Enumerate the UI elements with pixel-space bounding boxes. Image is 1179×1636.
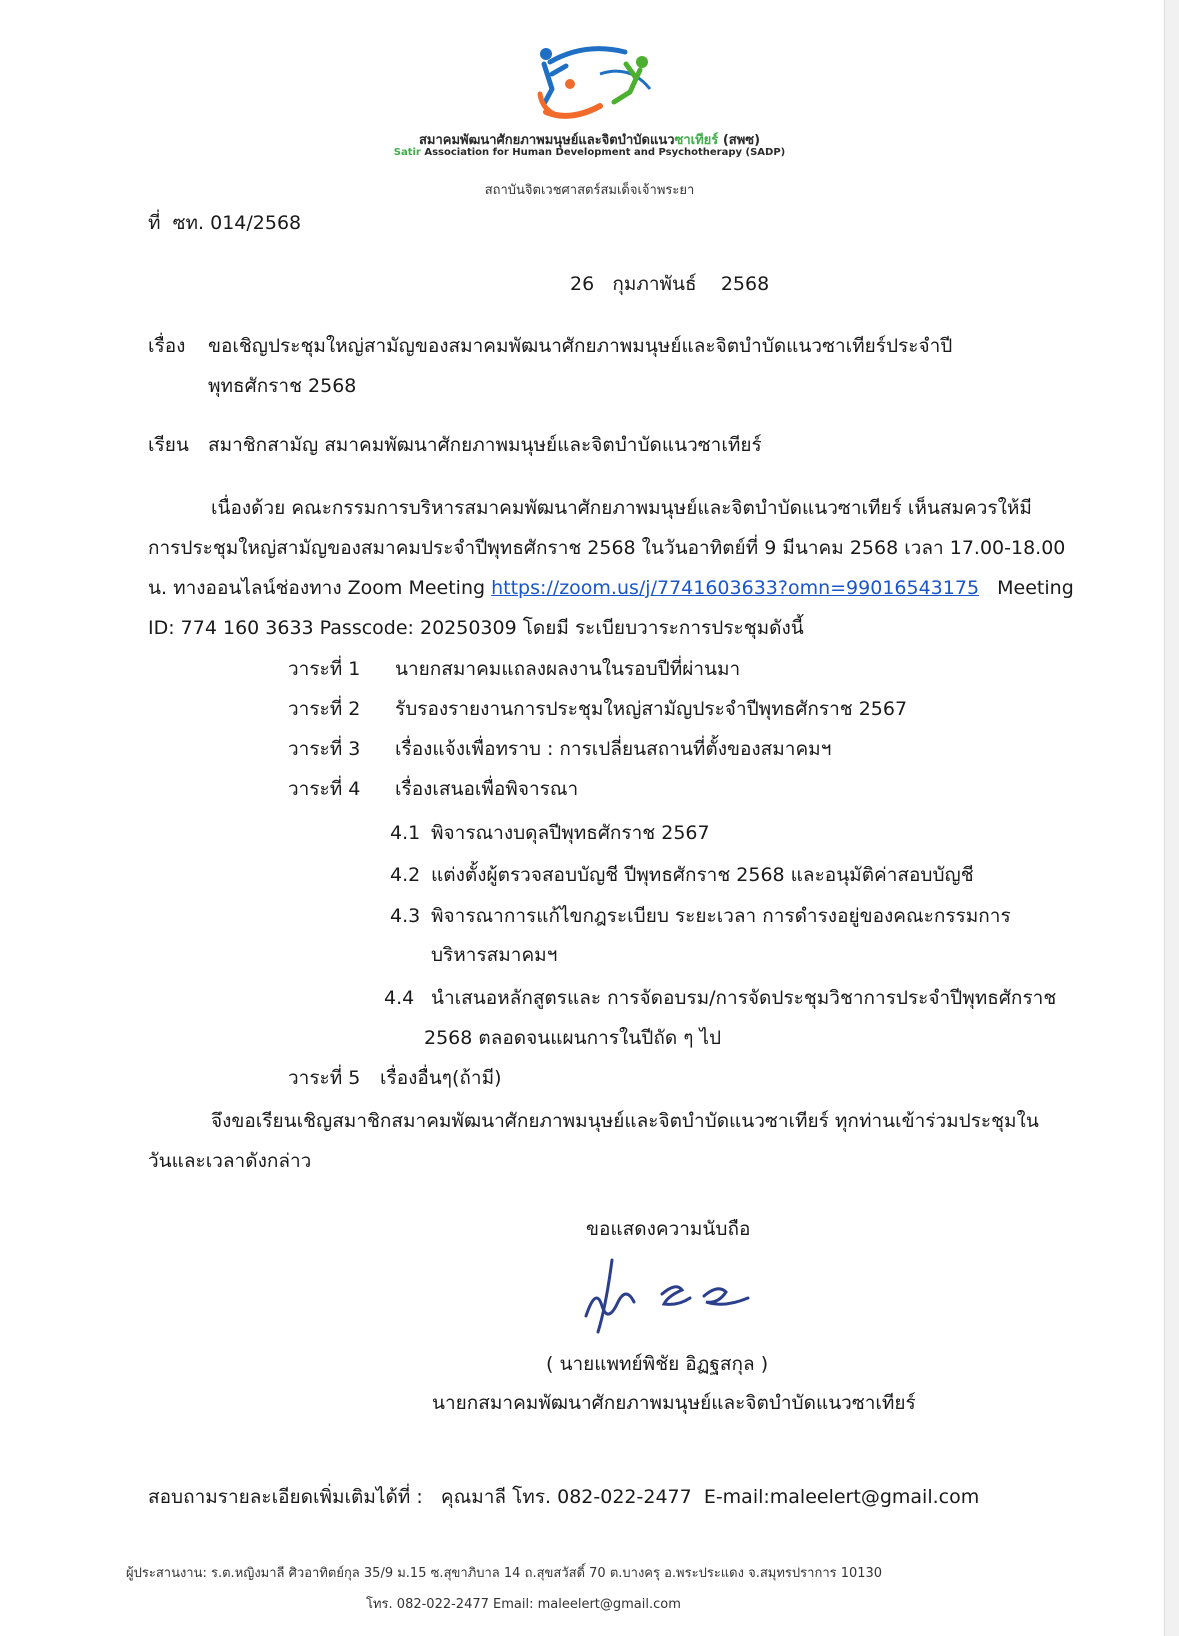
handwritten-signature-icon <box>578 1246 768 1346</box>
body-line-4: ID: 774 160 3633 Passcode: 20250309 โดยมี ระเบียบวาระการประชุมดังนี้ <box>148 617 804 639</box>
agenda-text-5: เรื่องอื่นๆ(ถ้ามี) <box>380 1067 502 1089</box>
org-name-en: Satir Association for Human Development and Psychotherapy (SADP) <box>393 147 786 158</box>
agenda-label-4: วาระที่ 4 <box>288 778 361 800</box>
agenda-text-2: รับรองรายงานการประชุมใหญ่สามัญประจำปีพุทธศักราช 2567 <box>395 698 908 720</box>
contact-email: E-mail:maleelert@gmail.com <box>703 1486 980 1508</box>
sub-item-text-4-1: พิจารณางบดุลปีพุทธศักราช 2567 <box>431 822 710 844</box>
institute-name: สถาบันจิตเวชศาสตร์สมเด็จเจ้าพระยา <box>484 183 695 198</box>
sub-item-num-4-4: 4.4 <box>384 987 415 1009</box>
agenda-label-2: วาระที่ 2 <box>288 698 361 720</box>
to-text: สมาชิกสามัญ สมาคมพัฒนาศักยภาพมนุษย์และจิตบำบัดแนวซาเทียร์ <box>208 434 762 456</box>
org-name-en-highlight: Satir <box>393 147 421 158</box>
signatory-name: ( นายแพทย์พิชัย อิฏฐสกุล ) <box>546 1353 769 1375</box>
letter-date: 26 กุมภาพันธ์ 2568 <box>570 273 770 295</box>
org-name-th-highlight: ซาเทียร์ <box>674 133 719 148</box>
closing-line-1: จึงขอเรียนเชิญสมาชิกสมาคมพัฒนาศักยภาพมนุษย์และจิตบำบัดแนวซาเทียร์ ทุกท่านเข้าร่วมประชุมใน <box>211 1110 1039 1132</box>
signatory-title: นายกสมาคมพัฒนาศักยภาพมนุษย์และจิตบำบัดแนวซาเทียร์ <box>432 1392 916 1414</box>
contact-line <box>148 1484 979 1510</box>
reference-number: ซท. 014/2568 <box>172 212 302 234</box>
footer-phone-email: โทร. 082-022-2477 Email: maleelert@gmail.com <box>366 1597 681 1612</box>
subject-label: เรื่อง <box>148 335 186 357</box>
zoom-link[interactable]: https://zoom.us/j/7741603633?omn=99016543175 <box>491 577 980 599</box>
sub-item-text-4-3: พิจารณาการแก้ไขกฎระเบียบ ระยะเวลา การดำรงอยู่ของคณะกรรมการ <box>431 905 1011 927</box>
satir-logo-icon <box>530 34 666 124</box>
agenda-label-3: วาระที่ 3 <box>288 738 361 760</box>
contact-person: คุณมาลี โทร. 082-022-2477 <box>440 1486 692 1508</box>
subject-line-1: ขอเชิญประชุมใหญ่สามัญของสมาคมพัฒนาศักยภาพมนุษย์และจิตบำบัดแนวซาเทียร์ประจำปี <box>208 335 953 357</box>
sub-item-num-4-1: 4.1 <box>390 822 421 844</box>
body-line-2: การประชุมใหญ่สามัญของสมาคมประจำปีพุทธศักราช 2568 ในวันอาทิตย์ที่ 9 มีนาคม 2568 เวลา 17.00-18.00 <box>148 537 1066 559</box>
footer-address: ผู้ประสานงาน: ร.ต.หญิงมาลี ศิวอาทิตย์กุล 35/9 ม.15 ซ.สุขาภิบาล 14 ถ.สุขสวัสดิ์ 70 ต.บางครุ อ.พระประแดง จ.สมุทรปราการ 10130 <box>126 1566 883 1581</box>
sub-item-text-4-4: นำเสนอหลักสูตรและ การจัดอบรม/การจัดประชุมวิชาการประจำปีพุทธศักราช <box>431 987 1057 1009</box>
reference-line: ที่ ซท. 014/2568 <box>148 212 302 234</box>
closing-line-2: วันและเวลาดังกล่าว <box>148 1150 312 1172</box>
sub-item-text-4-2: แต่งตั้งผู้ตรวจสอบบัญชี ปีพุทธศักราช 2568 และอนุมัติค่าสอบบัญชี <box>431 864 974 886</box>
org-name-th: สมาคมพัฒนาศักยภาพมนุษย์และจิตบำบัดแนวซาเทียร์ (สพซ) <box>418 133 761 148</box>
sub-item-text-4-3-cont: บริหารสมาคมฯ <box>431 944 558 966</box>
agenda-text-3: เรื่องแจ้งเพื่อทราบ : การเปลี่ยนสถานที่ตั้งของสมาคมฯ <box>395 738 832 760</box>
agenda-text-1: นายกสมาคมแถลงผลงานในรอบปีที่ผ่านมา <box>395 658 741 680</box>
regards: ขอแสดงความนับถือ <box>586 1218 751 1240</box>
body-line-1: เนื่องด้วย คณะกรรมการบริหารสมาคมพัฒนาศักยภาพมนุษย์และจิตบำบัดแนวซาเทียร์ เห็นสมควรให้มี <box>211 497 1032 519</box>
sub-item-num-4-3: 4.3 <box>390 905 421 927</box>
to-label: เรียน <box>148 434 189 456</box>
body-line-3: น. ทางออนไลน์ช่องทาง Zoom Meeting https://zoom.us/j/7741603633?omn=99016543175 Meeting <box>148 577 1074 599</box>
sub-item-num-4-2: 4.2 <box>390 864 421 886</box>
sub-item-text-4-4-cont: 2568 ตลอดจนแผนการในปีถัด ๆ ไป <box>424 1027 722 1049</box>
page-edge <box>1164 0 1179 1636</box>
agenda-label-1: วาระที่ 1 <box>288 658 361 680</box>
contact-label: สอบถามรายละเอียดเพิ่มเติมได้ที่ : <box>148 1486 423 1508</box>
agenda-text-4: เรื่องเสนอเพื่อพิจารณา <box>395 778 579 800</box>
subject-line-2: พุทธศักราช 2568 <box>208 375 357 397</box>
agenda-label-5: วาระที่ 5 <box>288 1067 361 1089</box>
